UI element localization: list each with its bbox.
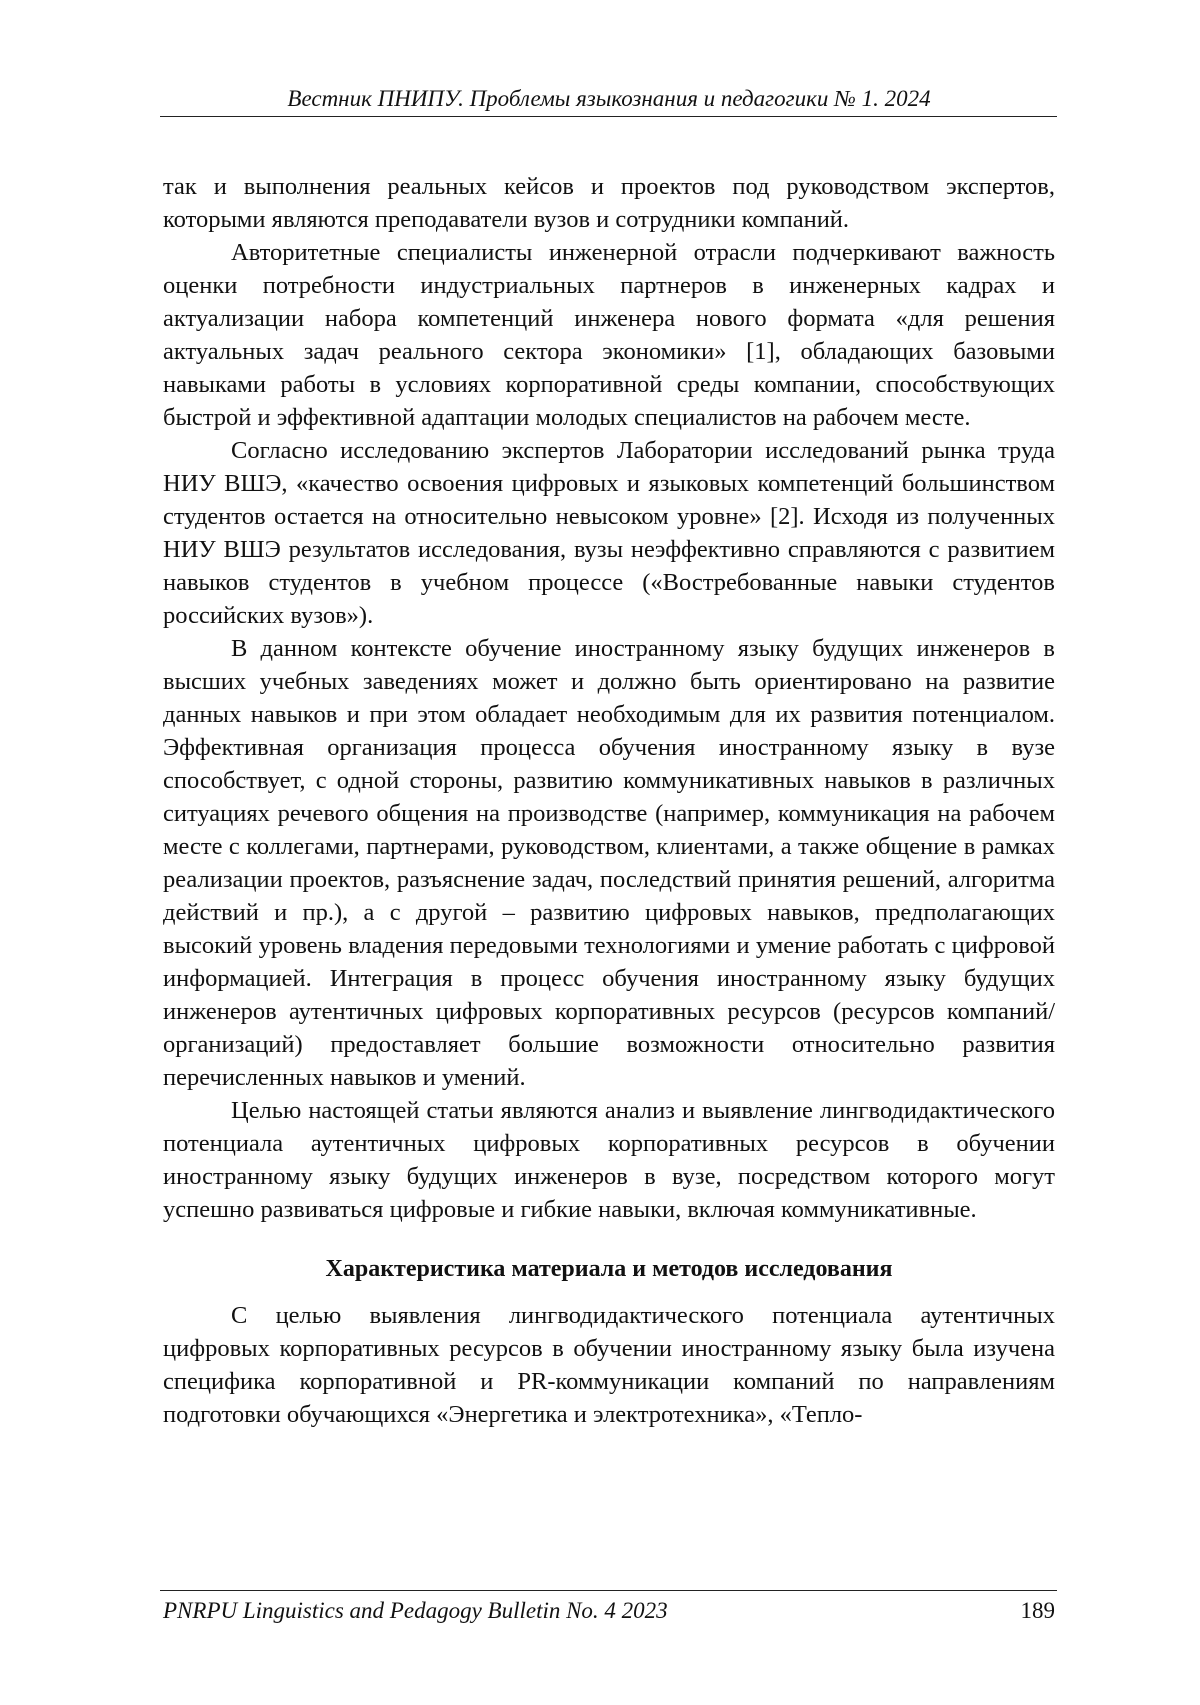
paragraph: Целью настоящей статьи являются анализ и выявление лингводидактического потенциала аутентичных цифровых корпоративных ресурсов в обучении иностранному языку будущих инженеров в вузе, посредством которого могут успешно развиваться цифровые и гибкие навыки, включая коммуникативные.: [163, 1097, 1055, 1223]
page-number: 189: [1020, 1598, 1055, 1623]
section-heading: Характеристика материала и методов исследования: [325, 1256, 893, 1282]
paragraph: Авторитетные специалисты инженерной отрасли подчеркивают важность оценки потребности индустриальных партнеров в инженерных кадрах и актуализации набора компетенций инженера нового формата «для решения актуальных задач реального сектора экономики» [1], обладающих базовыми навыками работы в условиях корпоративной среды компании, способствующих быстрой и эффективной адаптации молодых специалистов на рабочем месте.: [163, 239, 1055, 431]
paragraph: Согласно исследованию экспертов Лаборатории исследований рынка труда НИУ ВШЭ, «качество освоения цифровых и языковых компетенций большинством студентов остается на относительно невысоком уровне» [2]. Исходя из полученных НИУ ВШЭ результатов исследования, вузы неэффективно справляются с развитием навыков студентов в учебном процессе («Востребованные навыки студентов российских вузов»).: [163, 437, 1055, 629]
paragraph-continuation: так и выполнения реальных кейсов и проектов под руководством экспертов, которыми являются преподаватели вузов и сотрудники компаний.: [163, 173, 1055, 233]
footer-rule: [160, 1590, 1057, 1591]
paragraph: С целью выявления лингводидактического потенциала аутентичных цифровых корпоративных ресурсов в обучении иностранному языку была изучена специфика корпоративной и PR-коммуникации компаний по направлениям подготовки обучающихся «Энергетика и электротехника», «Тепло-: [163, 1302, 1055, 1428]
running-header: Вестник ПНИПУ. Проблемы языкознания и педагогики № 1. 2024: [287, 86, 931, 111]
paragraph: В данном контексте обучение иностранному языку будущих инженеров в высших учебных заведениях может и должно быть ориентировано на развитие данных навыков и при этом обладает необходимым для их развития потенциалом. Эффективная организация процесса обучения иностранному языку в вузе способствует, с одной стороны, развитию коммуникативных навыков в различных ситуациях речевого общения на производстве (например, коммуникация на рабочем месте с коллегами, партнерами, руководством, клиентами, а также общение в рамках реализации проектов, разъяснение задач, последствий принятия решений, алгоритма действий и пр.), а с другой – развитию цифровых навыков, предполагающих высокий уровень владения передовыми технологиями и умение работать с цифровой информацией. Интеграция в процесс обучения иностранному языку будущих инженеров аутентичных цифровых корпоративных ресурсов (ресурсов компаний/организаций) предоставляет большие возможности относительно развития перечисленных навыков и умений.: [163, 635, 1055, 1091]
page-footer: [163, 1596, 1055, 1626]
footer-journal-title: PNRPU Linguistics and Pedagogy Bulletin No. 4 2023: [163, 1598, 668, 1623]
article-body: [163, 170, 1055, 1431]
header-rule: [160, 116, 1057, 117]
